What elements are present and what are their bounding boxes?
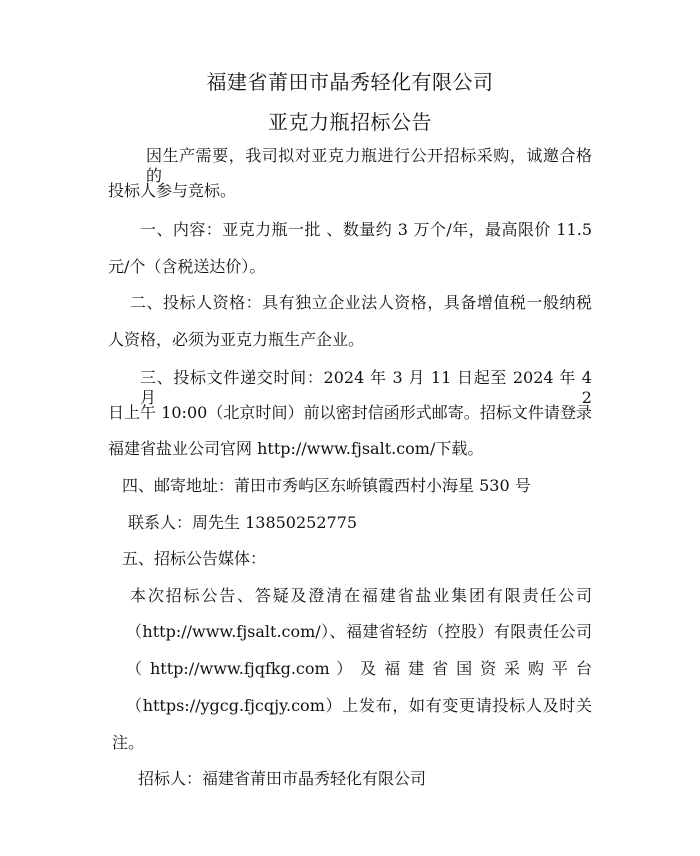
intro-line-1: 因生产需要，我司拟对亚克力瓶进行公开招标采购，诚邀合格的 [146,146,592,185]
item2-line-1: 二、投标人资格：具有独立企业法人资格，具备增值税一般纳税 [130,293,592,312]
item1-line-2: 元/个（含税送达价）。 [108,257,266,276]
item5-heading: 五、招标公告媒体： [122,549,267,568]
media-line-2: （http://www.fjsalt.com/）、福建省轻纺（控股）有限责任公司 [126,622,592,641]
intro-line-2: 投标人参与竞标。 [108,181,237,200]
item2-line-2: 人资格，必须为亚克力瓶生产企业。 [108,330,365,349]
signature-line: 招标人：福建省莆田市晶秀轻化有限公司 [138,769,427,788]
item3-line-3: 福建省盐业公司官网 http://www.fjsalt.com/下载。 [108,439,484,458]
item4-address: 四、邮寄地址：莆田市秀屿区东峤镇霞西村小海星 530 号 [122,476,531,495]
media-line-3: （ http://www.fjqfkg.com ） 及 福 建 省 国 资 采 购 平 台 [126,659,592,678]
item3-line-2: 日上午 10:00（北京时间）前以密封信函形式邮寄。招标文件请登录 [108,403,592,422]
media-line-5: 注。 [112,733,145,752]
contact-line: 联系人：周先生 13850252775 [128,513,358,532]
company-title: 福建省莆田市晶秀轻化有限公司 [206,70,494,94]
media-line-4: （https://ygcg.fjcqjy.com）上发布，如有变更请投标人及时关 [126,696,592,715]
media-line-1: 本次招标公告、答疑及澄清在福建省盐业集团有限责任公司 [130,586,592,605]
item1-line-1: 一、内容：亚克力瓶一批 、数量约 3 万个/年，最高限价 11.5 [140,220,592,239]
item3-line-1: 三、投标文件递交时间：2024 年 3 月 11 日起至 2024 年 4 月 2 [140,368,592,407]
notice-title: 亚克力瓶招标公告 [268,110,432,134]
